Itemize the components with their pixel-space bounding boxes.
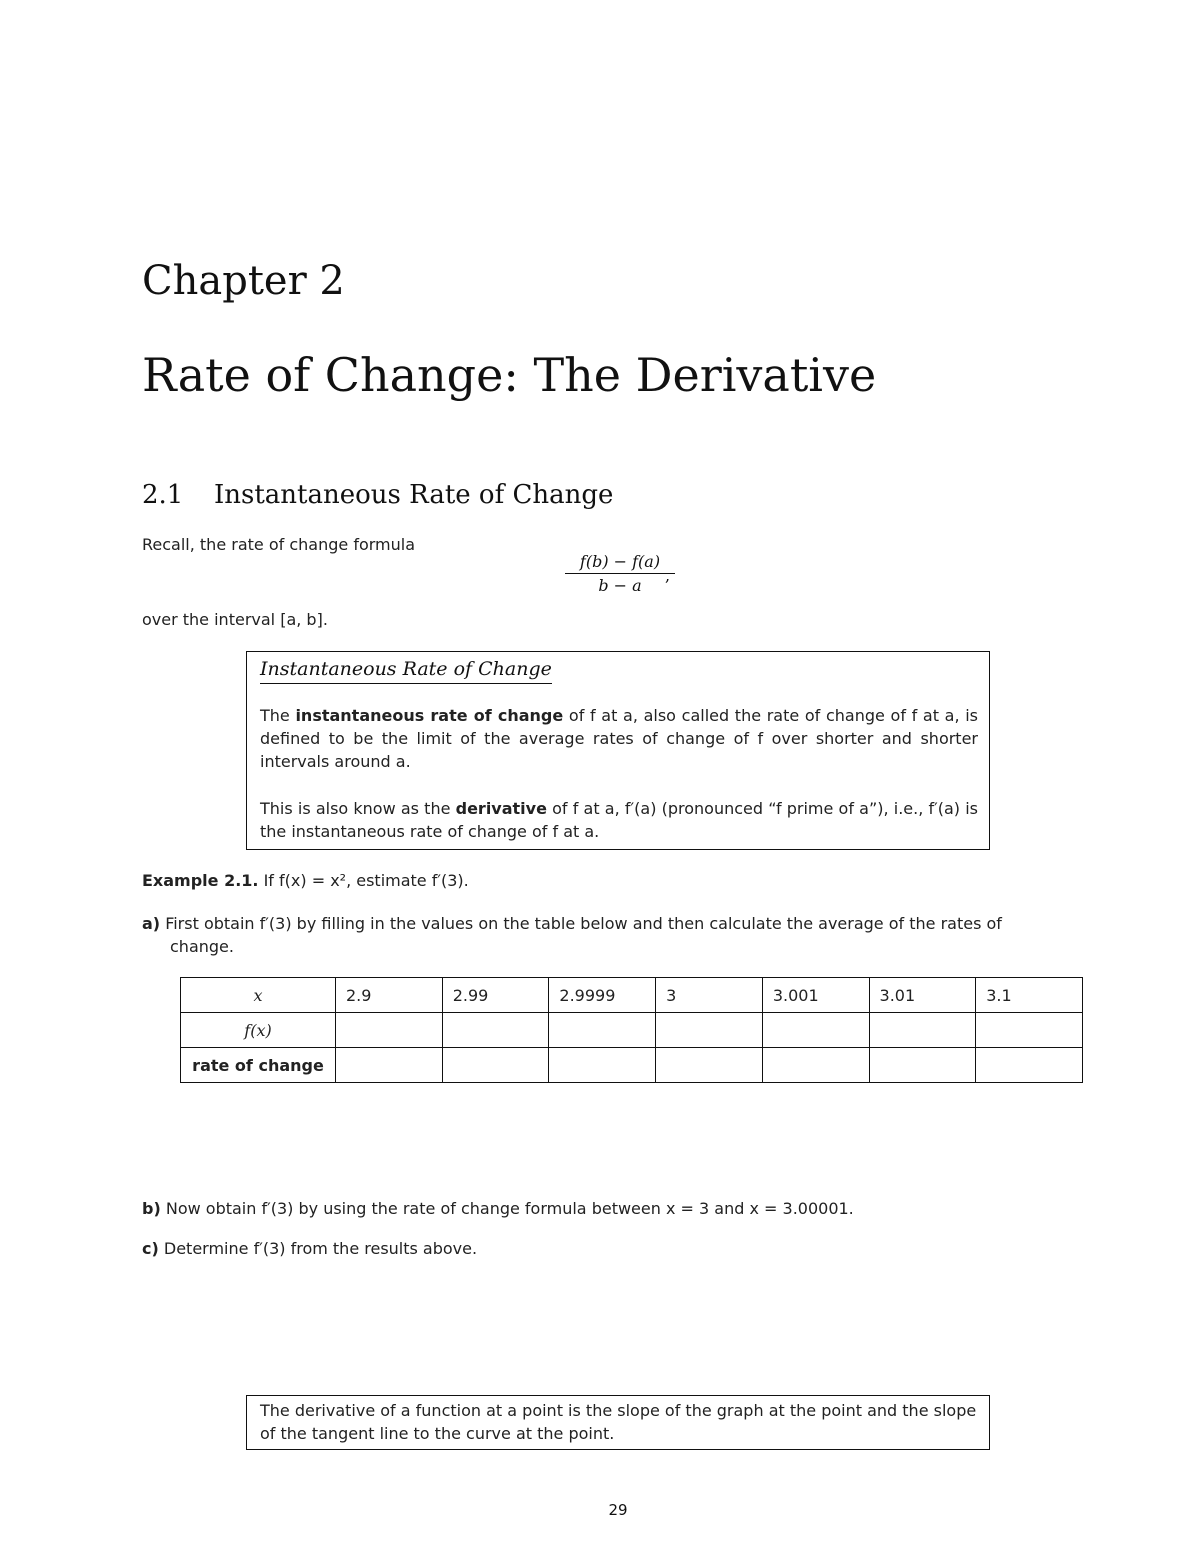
definition-p1-rest: of f at a, also called the rate of change of f at a, is defined to be the limit of the average rates of change of f over shorter and shorter intervals around a. (260, 706, 979, 771)
table-row-x (181, 978, 1083, 1013)
part-c-label: c) (142, 1239, 159, 1258)
fx-blank-cell (762, 1013, 869, 1048)
interval-text: over the interval [a, b]. (142, 610, 328, 629)
fraction-comma: , (665, 566, 671, 585)
row-label-rate: rate of change (181, 1048, 336, 1083)
fraction-numerator: f(b) − f(a) (579, 552, 661, 571)
fx-blank-cell (336, 1013, 443, 1048)
chapter-title: Rate of Change: The Derivative (142, 348, 877, 402)
derivative-note-text: The derivative of a function at a point is the slope of the graph at the point and the slope of the tangent line to the curve at the point. (260, 1401, 977, 1443)
rate-blank-cell (869, 1048, 976, 1083)
rate-blank-cell (549, 1048, 656, 1083)
definition-p1-start: The (260, 706, 296, 725)
definition-title: Instantaneous Rate of Change (260, 657, 552, 684)
part-b-label: b) (142, 1199, 161, 1218)
rate-of-change-fraction (565, 552, 675, 595)
section-title: Instantaneous Rate of Change (214, 480, 614, 510)
fraction-bar (565, 573, 675, 574)
example-label: Example 2.1. (142, 871, 259, 890)
part-b-text: Now obtain f′(3) by using the rate of change formula between x = 3 and x = 3.00001. (160, 1199, 854, 1218)
fx-blank-cell (976, 1013, 1083, 1048)
definition-paragraph-2 (260, 797, 978, 843)
part-a (142, 912, 1102, 958)
values-table (180, 977, 1083, 1083)
x-value-cell: 2.9999 (549, 978, 656, 1013)
part-a-label: a) (142, 914, 161, 933)
definition-term-instantaneous-rate: instantaneous rate of change (295, 706, 564, 725)
rate-blank-cell (976, 1048, 1083, 1083)
rate-blank-cell (336, 1048, 443, 1083)
table-row-rate (181, 1048, 1083, 1083)
section-heading (142, 480, 613, 510)
definition-p2-rest: of f at a, f′(a) (pronounced “f prime of a”), i.e., f′(a) is the instantaneous rate of change of f at a. (260, 799, 978, 841)
rate-blank-cell (762, 1048, 869, 1083)
fx-blank-cell (549, 1013, 656, 1048)
page-number: 29 (608, 1501, 628, 1519)
definition-box (246, 651, 990, 850)
definition-paragraph-1 (260, 704, 978, 773)
part-c (142, 1237, 477, 1260)
rate-blank-cell (656, 1048, 763, 1083)
example-statement (142, 869, 469, 892)
row-label-x: x (181, 978, 336, 1013)
derivative-note-box (246, 1395, 990, 1450)
x-value-cell: 3.1 (976, 978, 1083, 1013)
example-text: If f(x) = x², estimate f′(3). (258, 871, 469, 890)
fx-blank-cell (656, 1013, 763, 1048)
x-value-cell: 2.99 (442, 978, 549, 1013)
table-row-fx (181, 1013, 1083, 1048)
row-label-fx: f(x) (181, 1013, 336, 1048)
part-b (142, 1197, 854, 1220)
part-a-continuation: change. (170, 937, 234, 956)
x-value-cell: 3 (656, 978, 763, 1013)
x-value-cell: 3.01 (869, 978, 976, 1013)
recall-text: Recall, the rate of change formula (142, 535, 416, 554)
section-number: 2.1 (142, 480, 184, 510)
part-a-text: First obtain f′(3) by filling in the values on the table below and then calculate the average of the rates of (160, 914, 1002, 933)
x-value-cell: 2.9 (336, 978, 443, 1013)
x-value-cell: 3.001 (762, 978, 869, 1013)
rate-blank-cell (442, 1048, 549, 1083)
part-c-text: Determine f′(3) from the results above. (158, 1239, 478, 1258)
fraction-denominator: b − a (598, 576, 642, 595)
definition-p2-start: This is also know as the (260, 799, 456, 818)
chapter-label: Chapter 2 (142, 258, 345, 304)
fx-blank-cell (869, 1013, 976, 1048)
fx-blank-cell (442, 1013, 549, 1048)
definition-term-derivative: derivative (455, 799, 547, 818)
